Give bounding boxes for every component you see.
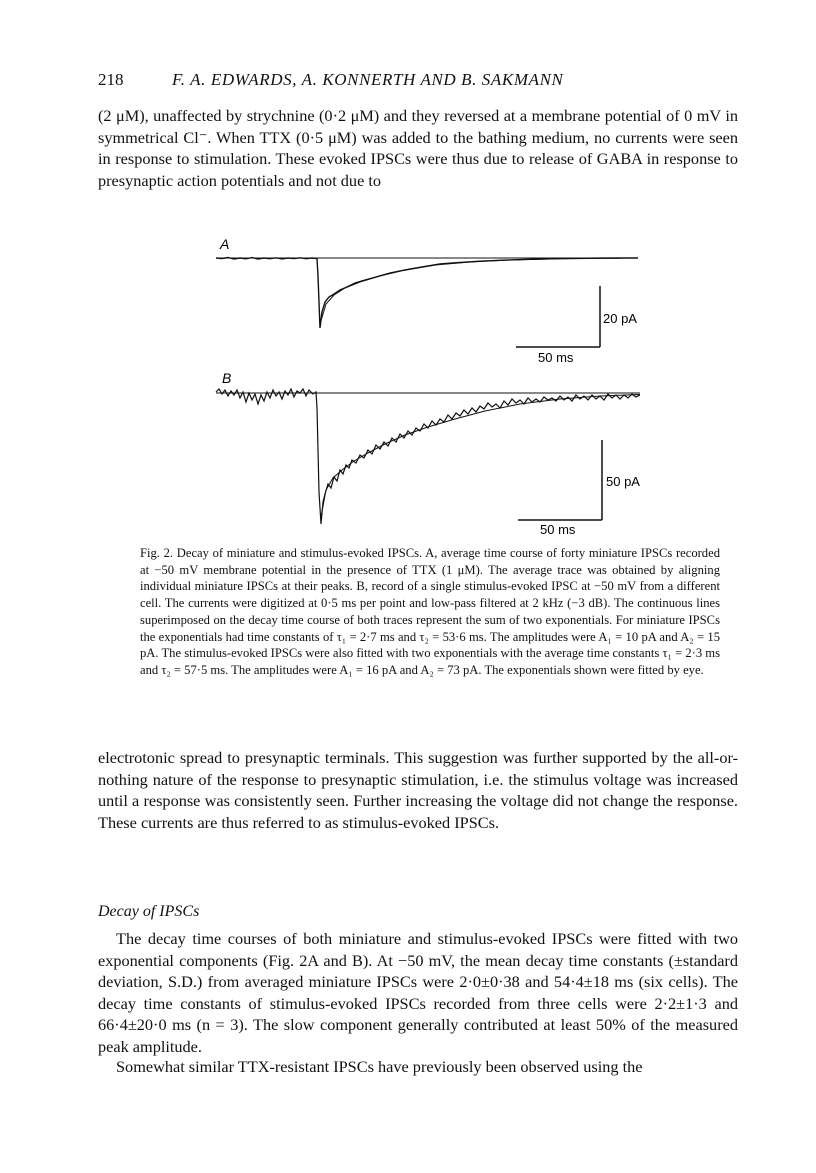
panel-b-scale-time: 50 ms [540, 522, 576, 537]
page-number: 218 [98, 70, 124, 89]
panel-b-scale-amplitude: 50 pA [606, 474, 640, 489]
panel-a-label: A [220, 236, 230, 252]
running-header-authors: F. A. EDWARDS, A. KONNERTH AND B. SAKMANN [172, 70, 564, 89]
section-subheading: Decay of IPSCs [98, 903, 200, 920]
figure-2 [200, 232, 650, 540]
panel-b-scale-bar [518, 440, 602, 520]
panel-a-scale-time: 50 ms [538, 350, 574, 365]
panel-b-label: B [222, 370, 232, 386]
figure-2-traces [200, 232, 650, 540]
panel-b-trace [216, 389, 640, 524]
paragraph-last: Somewhat similar TTX-resistant IPSCs have previously been observed using the [116, 1057, 643, 1076]
paragraph-continued: electrotonic spread to presynaptic terminals. This suggestion was further supported by the all-or-nothing nature of the response to presynaptic stimulation, i.e. the stimulus voltage was increased until a response was consistently seen. Further increasing the voltage did not change the response. These currents are thus referred to as stimulus-evoked IPSCs. [98, 748, 738, 832]
panel-a-scale-amplitude: 20 pA [603, 311, 637, 326]
panel-a-scale-bar [516, 286, 600, 347]
panel-a-fit [216, 258, 638, 324]
running-header [98, 70, 723, 92]
panel-b-fit [321, 395, 640, 518]
paragraph-top: (2 μM), unaffected by strychnine (0·2 μM) and they reversed at a membrane potential of 0 mV in symmetrical Cl⁻. When TTX (0·5 μM) was added to the bathing medium, no currents were seen in response to stimulation. These evoked IPSCs were thus due to release of GABA in response to presynaptic action potentials and not due to [98, 106, 738, 190]
panel-a-trace [216, 258, 638, 329]
paragraph-decay: The decay time courses of both miniature and stimulus-evoked IPSCs were fitted with two exponential components (Fig. 2A and B). At −50 mV, the mean decay time constants (±standard deviation, S.D.) from averaged miniature IPSCs were 2·0±0·38 and 54·4±18 ms (six cells). The decay time constants of stimulus-evoked IPSCs recorded from three cells were 2·2±1·3 and 66·4±20·0 ms (n = 3). The slow component generally contributed at least 50% of the measured peak amplitude. [98, 929, 738, 1056]
figure-caption: Fig. 2. Decay of miniature and stimulus-evoked IPSCs. A, average time course of forty miniature IPSCs recorded at −50 mV membrane potential in the presence of TTX (1 μM). The average trace was obtained by aligning individual miniature IPSCs at their peaks. B, record of a single stimulus-evoked IPSC at −50 mV from a different cell. The currents were digitized at 0·5 ms per point and low-pass filtered at 2 kHz (−3 dB). The continuous lines superimposed on the decay time course of both traces represent the sum of two exponentials. For miniature IPSCs the exponentials had time constants of τ₁ = 2·7 ms and τ₂ = 53·6 ms. The amplitudes were A₁ = 10 pA and A₂ = 15 pA. The stimulus-evoked IPSCs were also fitted with two exponentials with the average time constants τ₁ = 2·3 ms and τ₂ = 57·5 ms. The amplitudes were A₁ = 16 pA and A₂ = 73 pA. The exponentials shown were fitted by eye. [140, 546, 720, 677]
